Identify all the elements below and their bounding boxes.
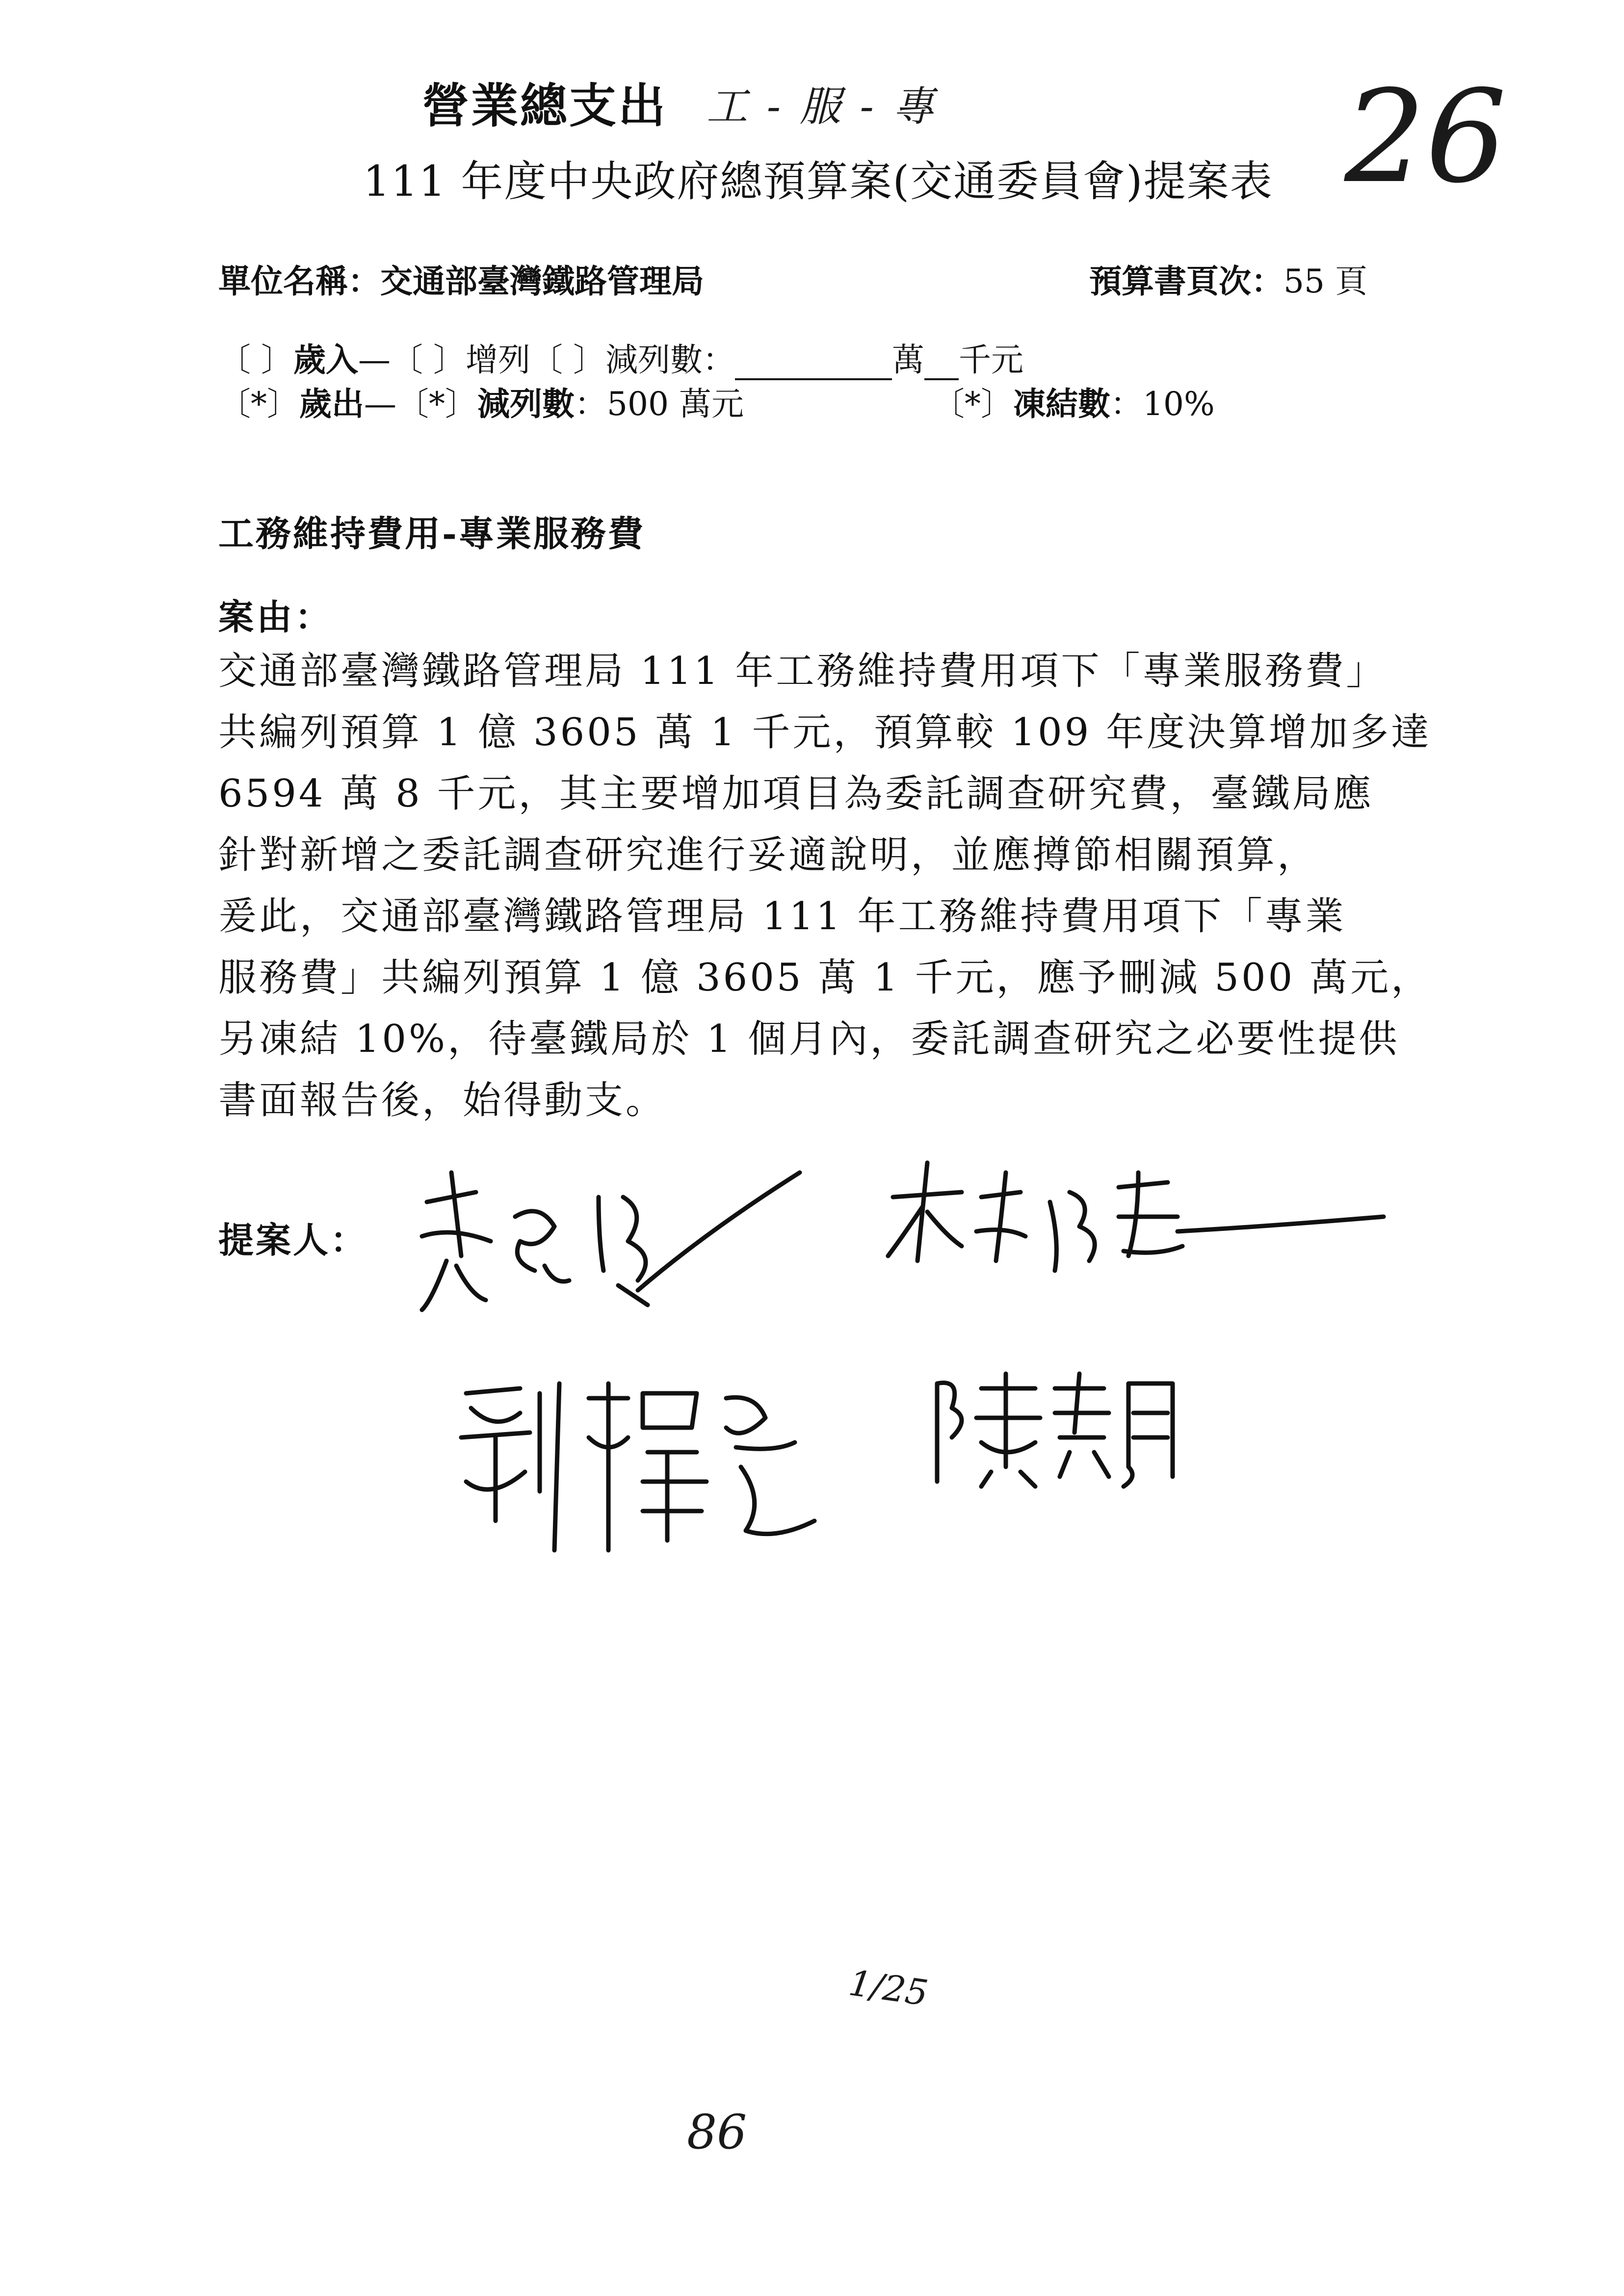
freeze-checkbox: 〔*〕: [932, 385, 1013, 423]
expense-dash: —: [364, 385, 396, 423]
expense-label: 歲出: [299, 385, 364, 423]
freeze-label: 凍結數: [1013, 385, 1110, 423]
revenue-checkbox: 〔 〕: [218, 341, 293, 379]
reason-label: 案由：: [218, 596, 334, 638]
reason-line: 書面報告後，始得動支。: [218, 1078, 667, 1122]
reason-line: 針對新增之委託調查研究進行妥適說明，並應撙節相關預算，: [218, 833, 1318, 877]
signature-1: [393, 1143, 814, 1349]
reason-line: 交通部臺灣鐵路管理局 111 年工務維持費用項下「專業服務費」: [218, 649, 1387, 693]
document-title: 111 年度中央政府總預算案(交通委員會)提案表: [363, 157, 1273, 206]
header-category: 營業總支出: [422, 78, 667, 133]
expense-decrease-label: 減列數: [477, 385, 575, 423]
expense-checkbox: 〔*〕: [218, 385, 299, 423]
signature-2: [864, 1143, 1403, 1300]
revenue-increase-label: 增列: [465, 341, 530, 379]
reason-line: 共編列預算 1 億 3605 萬 1 千元，預算較 109 年度決算增加多達: [218, 710, 1432, 755]
unit-name: 交通部臺灣鐵路管理局: [380, 262, 704, 300]
expense-decrease-value: ：500 萬元: [575, 385, 744, 423]
budget-page-value: 55 頁: [1283, 262, 1367, 300]
revenue-amount-blank: [735, 349, 892, 380]
revenue-label: 歲入: [293, 340, 358, 379]
revenue-dash: —: [358, 341, 391, 379]
revenue-row: [218, 334, 1023, 380]
header-handwritten-note: 工 - 服 - 專: [707, 82, 937, 130]
revenue-unit-thousand: 千元: [958, 341, 1023, 379]
revenue-thousand-blank: [924, 349, 959, 380]
freeze-value: ：10%: [1110, 385, 1215, 423]
budget-page-label: 預算書頁次：: [1089, 262, 1283, 300]
revenue-decrease-checkbox: 〔 〕: [530, 341, 605, 379]
unit-row: [218, 255, 704, 302]
reason-line: 另凍結 10%，待臺鐵局於 1 個月內，委託調查研究之必要性提供: [218, 1017, 1400, 1061]
handwritten-date: 1/25: [846, 1962, 931, 2014]
expense-decrease-checkbox: 〔*〕: [396, 385, 477, 423]
revenue-increase-checkbox: 〔 〕: [390, 341, 466, 379]
freeze-block: [932, 378, 1215, 424]
unit-label: 單位名稱：: [218, 262, 380, 300]
handwritten-document-number: 26: [1344, 63, 1507, 211]
proposer-label: 提案人：: [218, 1219, 368, 1261]
expense-row: [218, 378, 744, 424]
revenue-decrease-label: 減列數：: [605, 341, 735, 379]
reason-line: 服務費」共編列預算 1 億 3605 萬 1 千元，應予刪減 500 萬元，: [218, 956, 1432, 1000]
signature-4: [908, 1354, 1202, 1501]
reason-line: 爰此，交通部臺灣鐵路管理局 111 年工務維持費用項下「專業: [218, 894, 1346, 939]
signature-3: [422, 1354, 864, 1580]
handwritten-page-number: 86: [687, 2105, 747, 2160]
reason-line: 6594 萬 8 千元，其主要增加項目為委託調查研究費，臺鐵局應: [218, 772, 1374, 816]
budget-page-reference: [1089, 255, 1367, 302]
item-title: 工務維持費用-專業服務費: [218, 513, 645, 554]
revenue-unit-wan: 萬: [891, 341, 924, 379]
